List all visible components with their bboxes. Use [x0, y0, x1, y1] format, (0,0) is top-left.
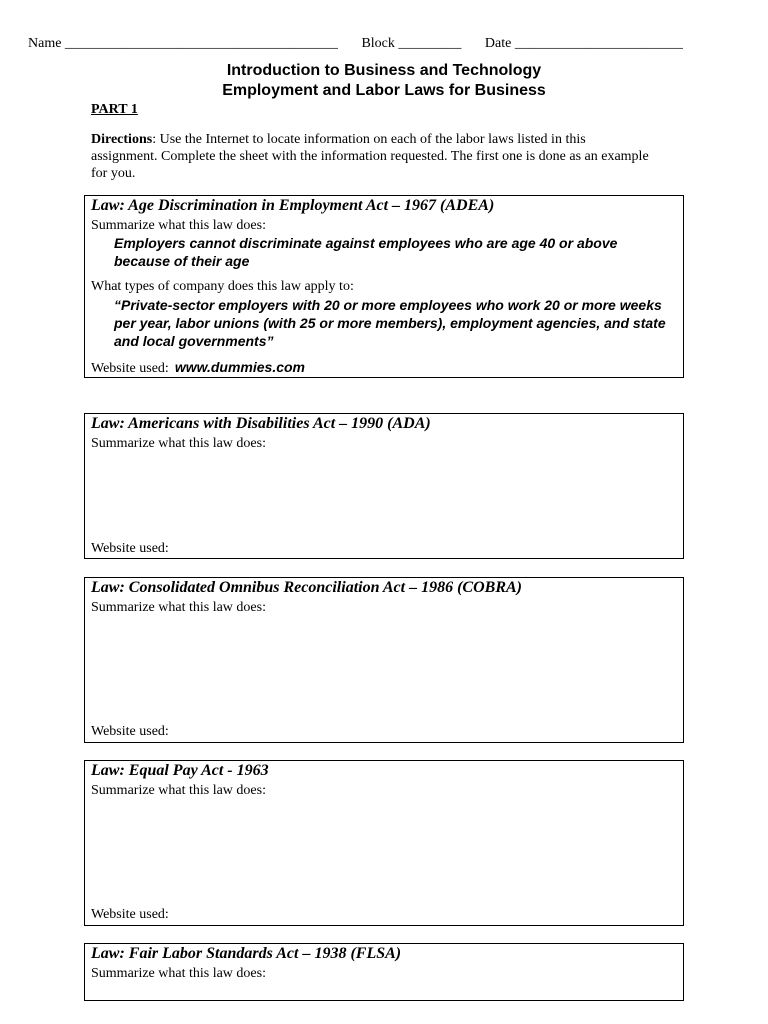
- part-heading: PART 1: [91, 102, 138, 117]
- directions: [91, 131, 651, 182]
- date-field[interactable]: Date ________________________: [484, 36, 683, 51]
- website-label: Website used:: [91, 541, 169, 556]
- summarize-label: Summarize what this law does:: [91, 600, 266, 615]
- summary-answer: Employers cannot discriminate against employees who are age 40 or above because of their age: [114, 235, 618, 269]
- website-label: Website used:: [91, 724, 169, 739]
- summarize-label: Summarize what this law does:: [91, 218, 266, 233]
- law-title: Law: Equal Pay Act - 1963: [91, 762, 269, 779]
- law-title: Law: Age Discrimination in Employment Act – 1967 (ADEA): [91, 197, 495, 214]
- website-label: Website used:: [91, 361, 169, 376]
- law-title: Law: Fair Labor Standards Act – 1938 (FLSA): [91, 945, 402, 962]
- law-box-flsa[interactable]: [84, 943, 684, 1001]
- directions-text: : Use the Internet to locate information on each of the labor laws listed in this assignment. Complete the sheet with the information requested. The first one is done as an example for you.: [91, 132, 649, 181]
- directions-label: Directions: [91, 132, 153, 147]
- student-info-line: [28, 36, 728, 52]
- summarize-label: Summarize what this law does:: [91, 783, 266, 798]
- name-field[interactable]: Name _______________________________________: [28, 36, 338, 51]
- course-title: Introduction to Business and Technology: [226, 62, 542, 79]
- applies-to-answer: “Private-sector employers with 20 or more employees who work 20 or more weeks per year, labor unions (with 25 or more members), employment agencies, and state and local governments”: [114, 297, 666, 349]
- website-answer: www.dummies.com: [174, 359, 305, 375]
- website-row: [91, 359, 305, 377]
- law-box-adea: [84, 195, 684, 378]
- law-title: Law: Americans with Disabilities Act – 1990 (ADA): [91, 415, 431, 432]
- law-box-cobra[interactable]: [84, 577, 684, 743]
- law-box-equal-pay[interactable]: [84, 760, 684, 926]
- summarize-label: Summarize what this law does:: [91, 436, 266, 451]
- law-title: Law: Consolidated Omnibus Reconciliation Act – 1986 (COBRA): [91, 579, 522, 596]
- website-label: Website used:: [91, 907, 169, 922]
- apply-label: What types of company does this law apply to:: [91, 279, 354, 294]
- law-box-ada[interactable]: [84, 413, 684, 559]
- summarize-label: Summarize what this law does:: [91, 966, 266, 981]
- worksheet-title: Employment and Labor Laws for Business: [222, 82, 546, 99]
- block-field[interactable]: Block _________: [361, 36, 462, 51]
